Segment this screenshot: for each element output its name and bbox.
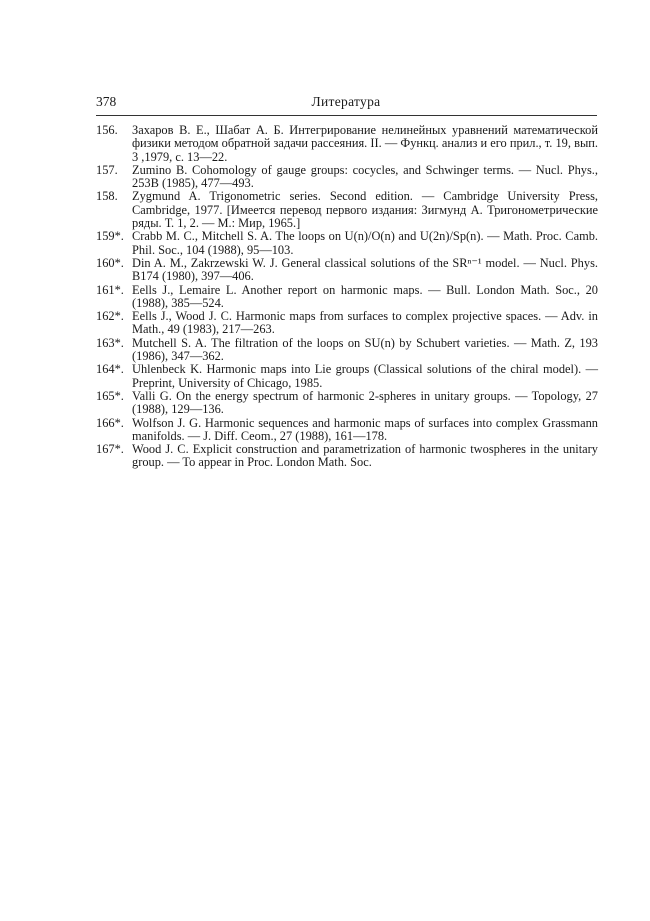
reference-number: 159*. [96,229,124,244]
reference-158 [96,190,598,230]
reference-number: 166*. [96,415,124,430]
reference-text: Crabb M. C., Mitchell S. A. The loops on U(n)/O(n) and U(2n)/Sp(n). — Math. Proc. Camb. Phil. Soc., 104 (1988), 95—103. [132,229,598,257]
reference-number: 160*. [96,255,124,270]
reference-167 [96,443,598,470]
reference-number: 161*. [96,282,124,297]
reference-text: Wood J. C. Explicit construction and parametrization of harmonic twospheres in the unitary group. — To appear in Proc. London Math. Soc. [132,442,598,470]
reference-number: 167*. [96,442,124,457]
page-header [96,94,596,112]
reference-text: Uhlenbeck K. Harmonic maps into Lie groups (Classical solutions of the chiral model). — Preprint, University of Chicago, 1985. [132,362,598,390]
reference-157 [96,164,598,191]
reference-number: 163*. [96,335,124,350]
reference-162 [96,310,598,337]
reference-text: Eells J., Lemaire L. Another report on harmonic maps. — Bull. London Math. Soc., 20 (1988), 385—524. [132,282,598,310]
reference-number: 162*. [96,309,124,324]
reference-text: Valli G. On the energy spectrum of harmonic 2-spheres in unitary groups. — Topology, 27 (1988), 129—136. [132,388,598,417]
reference-list [96,124,598,470]
reference-text: Mutchell S. A. The filtration of the loops on SU(n) by Schubert varieties. — Math. Z, 193 (1986), 347—362. [132,335,598,364]
reference-number: 157. [96,162,118,177]
reference-159 [96,230,598,257]
reference-text: Захаров В. Е., Шабат А. Б. Интегрирование нелинейных уравнений математической физики методом обратной задачи рассеяния. II. — Функц. анализ и его прил., т. 19, вып. 3 ,1979, с. 13—22. [132,123,598,164]
reference-161 [96,284,598,311]
reference-text: Eells J., Wood J. C. Harmonic maps from surfaces to complex projective spaces. — Adv. in Math., 49 (1983), 217—263. [132,309,598,337]
reference-156 [96,124,598,164]
reference-number: 158. [96,189,118,204]
reference-165 [96,390,598,417]
reference-166 [96,417,598,444]
reference-text: Zygmund A. Trigonometric series. Second edition. — Cambridge University Press, Cambridge, 1977. [Имеется перевод первого издания: Зигмунд А. Тригонометрические ряды. Т. 1, 2. — М.: Мир, 1965.] [132,189,598,231]
reference-number: 164*. [96,362,124,377]
reference-160 [96,257,598,284]
reference-number: 156. [96,123,118,137]
reference-text: Din A. M., Zakrzewski W. J. General classical solutions of the SRⁿ⁻¹ model. — Nucl. Phys. B174 (1980), 397—406. [132,255,598,284]
reference-number: 165*. [96,388,124,403]
page-number: 378 [96,94,117,109]
running-title: Литература [311,94,381,109]
reference-164 [96,363,598,390]
reference-text: Wolfson J. G. Harmonic sequences and harmonic maps of surfaces into complex Grassmann manifolds. — J. Diff. Ceom., 27 (1988), 161—178. [132,415,598,443]
reference-163 [96,337,598,364]
header-rule [96,115,597,116]
reference-text: Zumino B. Cohomology of gauge groups: cocycles, and Schwinger terms. — Nucl. Phys., 253B (1985), 477—493. [132,162,598,191]
